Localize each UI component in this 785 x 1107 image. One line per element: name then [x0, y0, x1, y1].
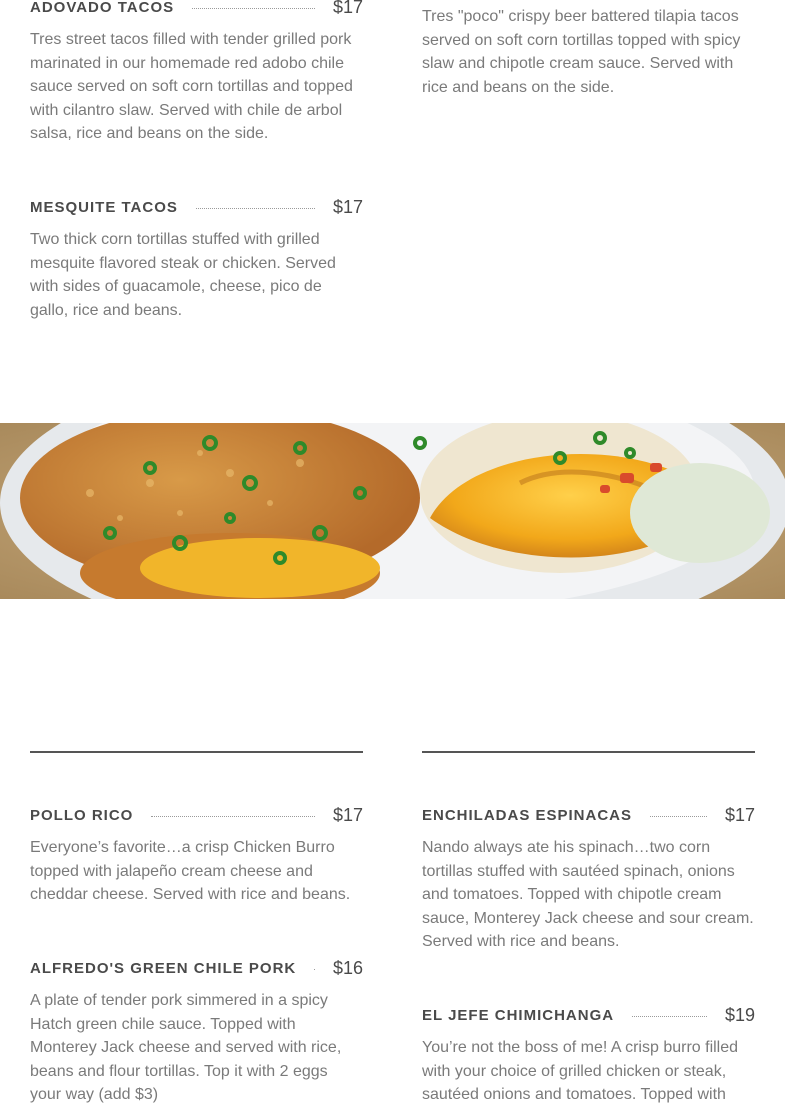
- menu-item-description: Tres "poco" crispy beer battered tilapia tacos served on soft corn tortillas topped with spicy slaw and chipotle cream sauce. Served with rice and beans on the side.: [422, 8, 741, 96]
- menu-item-description: Tres street tacos filled with tender grilled pork marinated in our homemade red adobo chile sauce served on soft corn tortillas and topped with cilantro slaw. Served with chile de arbol salsa, rice and beans on the side.: [30, 31, 353, 142]
- menu-item-fish-tacos: [422, 5, 755, 99]
- menu-item-adovado-tacos: [30, 0, 363, 146]
- dotted-leader: [151, 816, 315, 817]
- menu-item-price: $17: [332, 196, 363, 217]
- menu-item-name: EL JEFE CHIMICHANGA: [422, 1006, 615, 1024]
- menu-item-description: Two thick corn tortillas stuffed with grilled mesquite flavored steak or chicken. Served with sides of guacamole, cheese, pico de gallo, rice and beans.: [30, 231, 336, 319]
- menu-item-pollo-rico: [30, 804, 363, 907]
- dotted-leader: [314, 969, 315, 970]
- menu-item-price: $16: [332, 957, 363, 978]
- menu-item-price: $17: [332, 0, 363, 17]
- menu-item-description: You’re not the boss of me! A crisp burro filled with your choice of grilled chicken or steak, sautéed onions and tomatoes. Topped with: [422, 1039, 739, 1103]
- menu-item-name: ALFREDO'S GREEN CHILE PORK: [30, 959, 297, 977]
- menu-item-green-chile-pork: [30, 957, 363, 1107]
- section-divider-left: [30, 751, 363, 753]
- menu-item-enchiladas-espinacas: [422, 804, 755, 954]
- menu-item-price: $19: [724, 1004, 755, 1025]
- food-banner-image: [0, 423, 785, 599]
- menu-item-name: ENCHILADAS ESPINACAS: [422, 806, 633, 824]
- dotted-leader: [196, 208, 315, 209]
- menu-item-description: Nando always ate his spinach…two corn tortillas stuffed with sautéed spinach, onions and tomatoes. Topped with chipotle cream sauce, Monterey Jack cheese and sour cream. Served with rice and beans.: [422, 839, 754, 950]
- section-divider-right: [422, 751, 755, 753]
- menu-item-el-jefe-chimichanga: [422, 1004, 755, 1107]
- menu-item-name: MESQUITE TACOS: [30, 198, 178, 216]
- menu-item-mesquite-tacos: [30, 196, 363, 322]
- menu-item-description: Everyone’s favorite…a crisp Chicken Burro topped with jalapeño cream cheese and cheddar cheese. Served with rice and beans.: [30, 839, 351, 903]
- plate-of-enchiladas-illustration: [0, 423, 785, 599]
- menu-item-price: $17: [724, 804, 755, 825]
- menu-item-price: $17: [332, 804, 363, 825]
- menu-item-name: POLLO RICO: [30, 806, 134, 824]
- dotted-leader: [650, 816, 707, 817]
- dotted-leader: [632, 1016, 707, 1017]
- menu-item-description: A plate of tender pork simmered in a spicy Hatch green chile sauce. Topped with Monterey Jack cheese and served with rice, beans and flour tortillas. Top it with 2 eggs your way (add $3): [30, 992, 342, 1103]
- menu-item-name: ADOVADO TACOS: [30, 0, 175, 16]
- dotted-leader: [192, 8, 315, 9]
